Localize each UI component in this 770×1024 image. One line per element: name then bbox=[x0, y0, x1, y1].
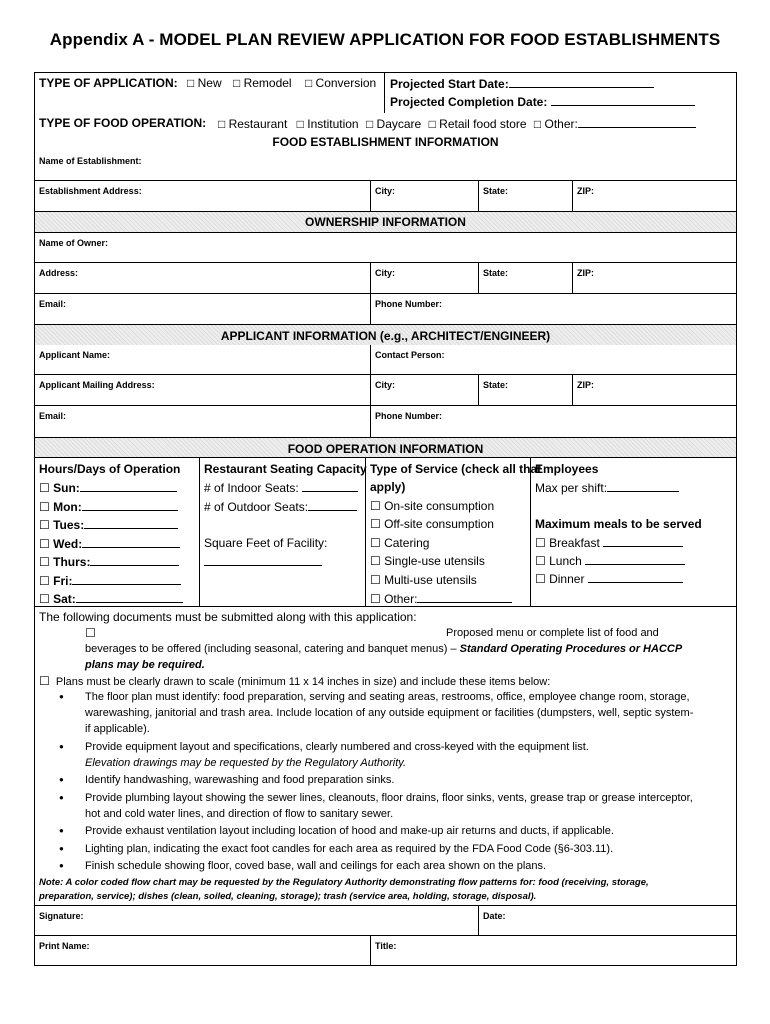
day-wed[interactable]: ☐ Wed: bbox=[39, 536, 180, 551]
owner-email-field[interactable]: Email: bbox=[39, 299, 67, 309]
note-line-2: preparation, service); dishes (clean, soiled, cleaning, storage); trash (service area, holding, storage, disposal). bbox=[39, 891, 537, 902]
option-restaurant[interactable]: □ Restaurant bbox=[218, 117, 288, 131]
owner-zip-field[interactable]: ZIP: bbox=[572, 263, 736, 293]
employees-header: Employees bbox=[535, 462, 599, 476]
day-fri[interactable]: ☐ Fri: bbox=[39, 573, 181, 588]
plans-line[interactable]: ☐ Plans must be clearly drawn to scale (minimum 11 x 14 inches in size) and include these items below: bbox=[39, 674, 551, 688]
service-onsite[interactable]: ☐ On-site consumption bbox=[370, 499, 495, 513]
applicant-phone-field[interactable]: Phone Number: bbox=[370, 406, 736, 437]
operation-header: FOOD OPERATION INFORMATION bbox=[35, 438, 736, 458]
option-remodel[interactable]: □ Remodel bbox=[232, 76, 292, 90]
square-feet-label: Square Feet of Facility: bbox=[204, 536, 328, 550]
max-per-shift-field[interactable]: Max per shift: bbox=[535, 480, 679, 495]
seating-header: Restaurant Seating Capacity bbox=[204, 462, 367, 476]
day-thurs[interactable]: ☐ Thurs: bbox=[39, 554, 179, 569]
applicant-address-row bbox=[35, 375, 736, 406]
applicant-contact-row bbox=[35, 406, 736, 438]
establishment-header: FOOD ESTABLISHMENT INFORMATION bbox=[272, 135, 499, 149]
menu-line-2: beverages to be offered (including seasonal, catering and banquet menus) – Standard Operating Procedures or HACCP bbox=[85, 643, 683, 655]
documents-section: The following documents must be submitted along with this application: ☐ Proposed menu or complete list of food and beverages to be offered (including seasonal, catering and banquet menus) – Standard Operating Procedures or HACCP plans may be required. ☐ Plans must be clearly drawn to scale (minimum 11 x 14 inches in size) and include these items below: ● The floor plan must identify: food preparation, serving and seating areas, restrooms, office, employee change room, storage, warewashing, janitorial and trash area. Include location of any outside equipment or facilities (dumpsters, well, septic system- if applicable). ● Provide equipment layout and specifications, clearly numbered and cross-keyed with the equipment list. Elevation drawings may be requested by the Regulatory Authority. ● Identify handwashing, warewashing and food preparation sinks. ● Provide plumbing layout showing the sewer lines, cleanouts, floor drains, floor sinks, vents, grease trap or grease interceptor, hot and cold water lines, and direction of flow to sanitary sewer. ● Provide exhaust ventilation layout including location of hood and make-up air returns and ducts, if applicable. ● Lighting plan, indicating the exact foot candles for each area as required by the FDA Food Code (§6-303.11). ● Finish schedule showing floor, coved base, wall and ceilings for each area shown on the plans. Note: A color coded flow chart may be requested by the Regulatory Authority demonstrating flow patterns for: food (receiving, storage, preparation, service); dishes (clean, soiled, cleaning, storage); trash (service area, holding, storage, disposal). bbox=[35, 607, 736, 906]
meal-breakfast[interactable]: ☐ Breakfast bbox=[535, 535, 683, 550]
establishment-state-field[interactable]: State: bbox=[478, 181, 573, 211]
owner-address-row bbox=[35, 263, 736, 294]
option-other[interactable]: □ Other: bbox=[534, 117, 696, 131]
meal-dinner[interactable]: ☐ Dinner bbox=[535, 571, 683, 586]
option-conversion[interactable]: □ Conversion bbox=[304, 76, 377, 90]
operation-grid bbox=[35, 458, 736, 607]
applicant-email-field[interactable]: Email: bbox=[39, 411, 67, 421]
print-name-field[interactable]: Print Name: bbox=[39, 941, 90, 951]
documents-intro: The following documents must be submitted along with this application: bbox=[39, 610, 417, 624]
square-feet-field[interactable] bbox=[204, 554, 322, 569]
hours-header: Hours/Days of Operation bbox=[39, 462, 181, 476]
establishment-city-field[interactable]: City: bbox=[370, 181, 479, 211]
menu-line-3: plans may be required. bbox=[85, 659, 205, 671]
owner-contact-row bbox=[35, 294, 736, 325]
day-sat[interactable]: ☐ Sat: bbox=[39, 591, 183, 606]
applicant-city-field[interactable]: City: bbox=[370, 375, 479, 405]
service-column bbox=[365, 458, 542, 606]
date-field[interactable]: Date: bbox=[478, 906, 736, 935]
applicant-header: APPLICANT INFORMATION (e.g., ARCHITECT/ENGINEER) bbox=[35, 325, 736, 345]
ownership-header: OWNERSHIP INFORMATION bbox=[35, 212, 736, 233]
signature-row bbox=[35, 906, 736, 936]
page-title: Appendix A - MODEL PLAN REVIEW APPLICATION FOR FOOD ESTABLISHMENTS bbox=[49, 30, 721, 49]
seating-column bbox=[199, 458, 365, 606]
service-other[interactable]: ☐ Other: bbox=[370, 591, 512, 606]
establishment-zip-field[interactable]: ZIP: bbox=[572, 181, 736, 211]
day-sun[interactable]: ☐ Sun: bbox=[39, 480, 177, 495]
operation-type-row bbox=[35, 113, 736, 133]
indoor-seats-field[interactable]: # of Indoor Seats: bbox=[204, 480, 358, 495]
hours-column bbox=[35, 458, 199, 606]
print-name-row bbox=[35, 936, 736, 965]
establishment-name-label: Name of Establishment: bbox=[39, 156, 142, 166]
option-new[interactable]: □ New bbox=[187, 76, 222, 90]
applicant-name-row bbox=[35, 345, 736, 375]
applicant-zip-field[interactable]: ZIP: bbox=[572, 375, 736, 405]
service-multi-use[interactable]: ☐ Multi-use utensils bbox=[370, 573, 477, 587]
service-header: Type of Service (check all that bbox=[370, 462, 542, 476]
owner-address-field[interactable]: Address: bbox=[39, 268, 79, 278]
service-single-use[interactable]: ☐ Single-use utensils bbox=[370, 554, 485, 568]
outdoor-seats-field[interactable]: # of Outdoor Seats: bbox=[204, 499, 357, 514]
day-tues[interactable]: ☐ Tues: bbox=[39, 517, 178, 532]
signature-field[interactable]: Signature: bbox=[39, 911, 84, 921]
option-institution[interactable]: □ Institution bbox=[296, 117, 359, 131]
employees-column bbox=[530, 458, 736, 606]
projected-start-field[interactable] bbox=[509, 76, 654, 88]
applicant-state-field[interactable]: State: bbox=[478, 375, 573, 405]
menu-line-1: Proposed menu or complete list of food and bbox=[446, 627, 659, 639]
meals-header: Maximum meals to be served bbox=[535, 517, 702, 531]
day-mon[interactable]: ☐ Mon: bbox=[39, 499, 178, 514]
owner-state-field[interactable]: State: bbox=[478, 263, 573, 293]
operation-type-label: TYPE OF FOOD OPERATION: bbox=[39, 116, 207, 130]
applicant-name-field[interactable]: Applicant Name: bbox=[39, 350, 111, 360]
establishment-name-row bbox=[35, 151, 736, 181]
owner-name-label: Name of Owner: bbox=[39, 238, 109, 248]
service-catering[interactable]: ☐ Catering bbox=[370, 536, 430, 550]
option-daycare[interactable]: □ Daycare bbox=[365, 117, 422, 131]
title-field[interactable]: Title: bbox=[370, 936, 736, 965]
application-type-row bbox=[35, 73, 736, 113]
owner-phone-field[interactable]: Phone Number: bbox=[370, 294, 736, 324]
plan-review-form bbox=[34, 72, 737, 966]
meal-lunch[interactable]: ☐ Lunch bbox=[535, 553, 685, 568]
service-header-cont: apply) bbox=[370, 480, 406, 494]
establishment-address-field[interactable]: Establishment Address: bbox=[39, 186, 142, 196]
contact-person-field[interactable]: Contact Person: bbox=[370, 345, 736, 374]
note-line-1: Note: A color coded flow chart may be requested by the Regulatory Authority demonstrating flow patterns for: food (receiving, storage, bbox=[39, 877, 649, 888]
owner-name-row[interactable] bbox=[35, 233, 736, 263]
projected-completion-field[interactable] bbox=[551, 94, 695, 106]
projected-start-label: Projected Start Date: bbox=[390, 77, 509, 91]
application-type-label: TYPE OF APPLICATION: bbox=[39, 76, 178, 90]
projected-completion-label: Projected Completion Date: bbox=[390, 95, 548, 109]
option-retail-food-store[interactable]: □ Retail food store bbox=[428, 117, 527, 131]
establishment-address-row bbox=[35, 181, 736, 212]
service-offsite[interactable]: ☐ Off-site consumption bbox=[370, 517, 494, 531]
owner-city-field[interactable]: City: bbox=[370, 263, 479, 293]
menu-checkbox[interactable]: ☐ bbox=[85, 626, 96, 640]
applicant-mailing-field[interactable]: Applicant Mailing Address: bbox=[39, 380, 155, 390]
